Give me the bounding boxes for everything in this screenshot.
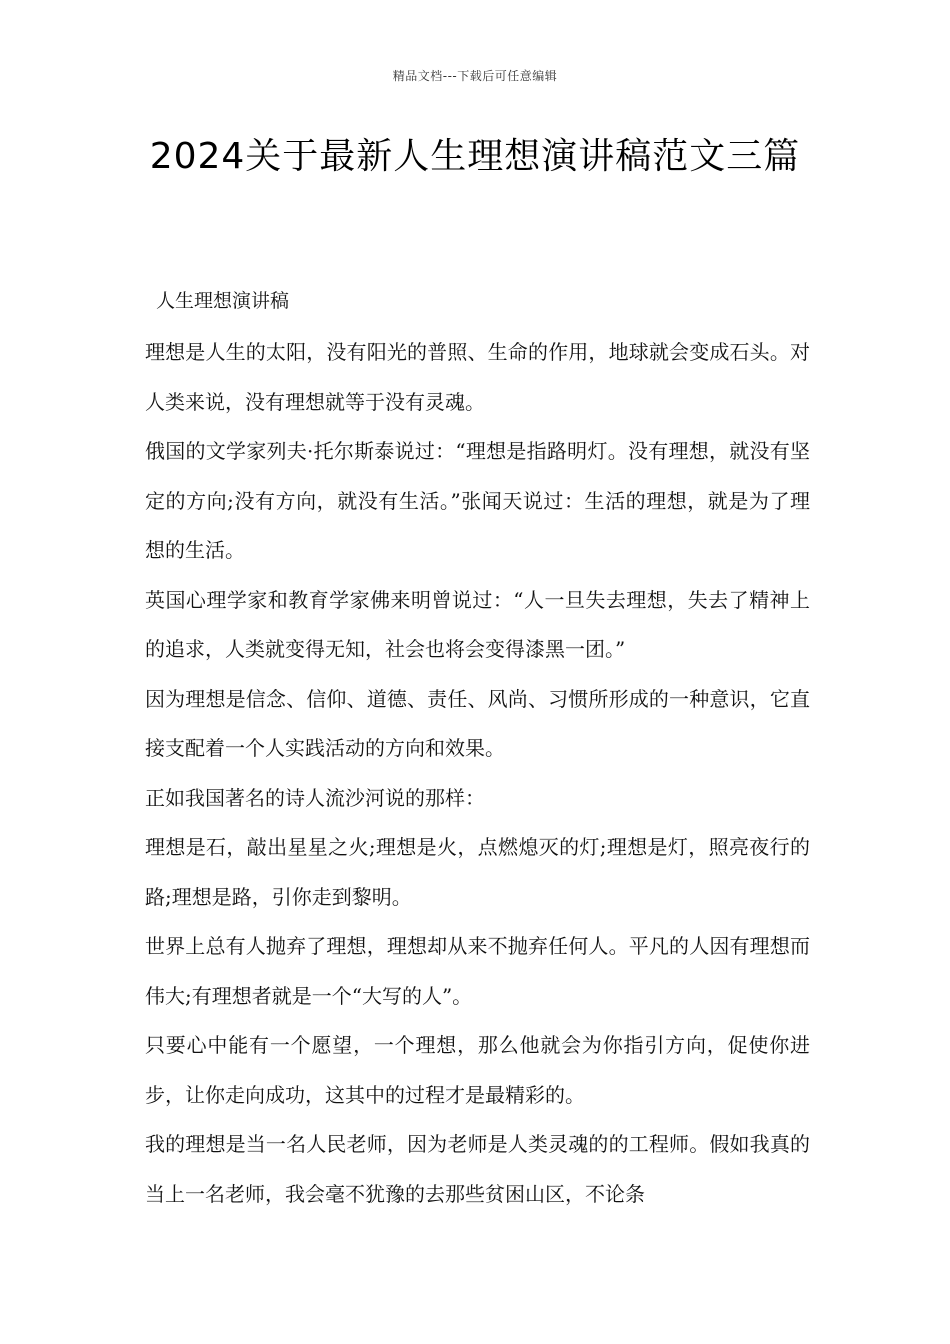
paragraph: 理想是人生的太阳，没有阳光的普照、生命的作用，地球就会变成石头。对人类来说，没有理想就等于没有灵魂。 — [145, 340, 810, 414]
paragraph: 世界上总有人抛弃了理想，理想却从来不抛弃任何人。平凡的人因有理想而伟大;有理想者就是一个“大写的人”。 — [145, 934, 810, 1008]
header-note: 精品文档---下载后可任意编辑 — [392, 69, 558, 83]
section-heading: 人生理想演讲稿 — [156, 290, 290, 312]
paragraph: 英国心理学家和教育学家佛来明曾说过：“人一旦失去理想，失去了精神上的追求，人类就变得无知，社会也将会变得漆黑一团。” — [145, 587, 810, 661]
document-title: 2024关于最新人生理想演讲稿范文三篇 — [149, 136, 801, 177]
paragraph: 只要心中能有一个愿望，一个理想，那么他就会为你指引方向，促使你进步，让你走向成功，这其中的过程才是最精彩的。 — [145, 1033, 810, 1107]
paragraph: 俄国的文学家列夫·托尔斯泰说过：“理想是指路明灯。没有理想，就没有坚定的方向;没有方向，就没有生活。”张闻天说过：生活的理想，就是为了理想的生活。 — [145, 439, 810, 562]
paragraph: 理想是石，敲出星星之火;理想是火，点燃熄灭的灯;理想是灯，照亮夜行的路;理想是路，引你走到黎明。 — [145, 835, 810, 909]
paragraph: 因为理想是信念、信仰、道德、责任、风尚、习惯所形成的一种意识，它直接支配着一个人实践活动的方向和效果。 — [145, 686, 810, 760]
paragraph: 正如我国著名的诗人流沙河说的那样： — [145, 785, 485, 810]
body-text — [145, 328, 810, 1219]
paragraph: 我的理想是当一名人民老师，因为老师是人类灵魂的的工程师。假如我真的当上一名老师，我会毫不犹豫的去那些贫困山区，不论条 — [145, 1132, 810, 1206]
